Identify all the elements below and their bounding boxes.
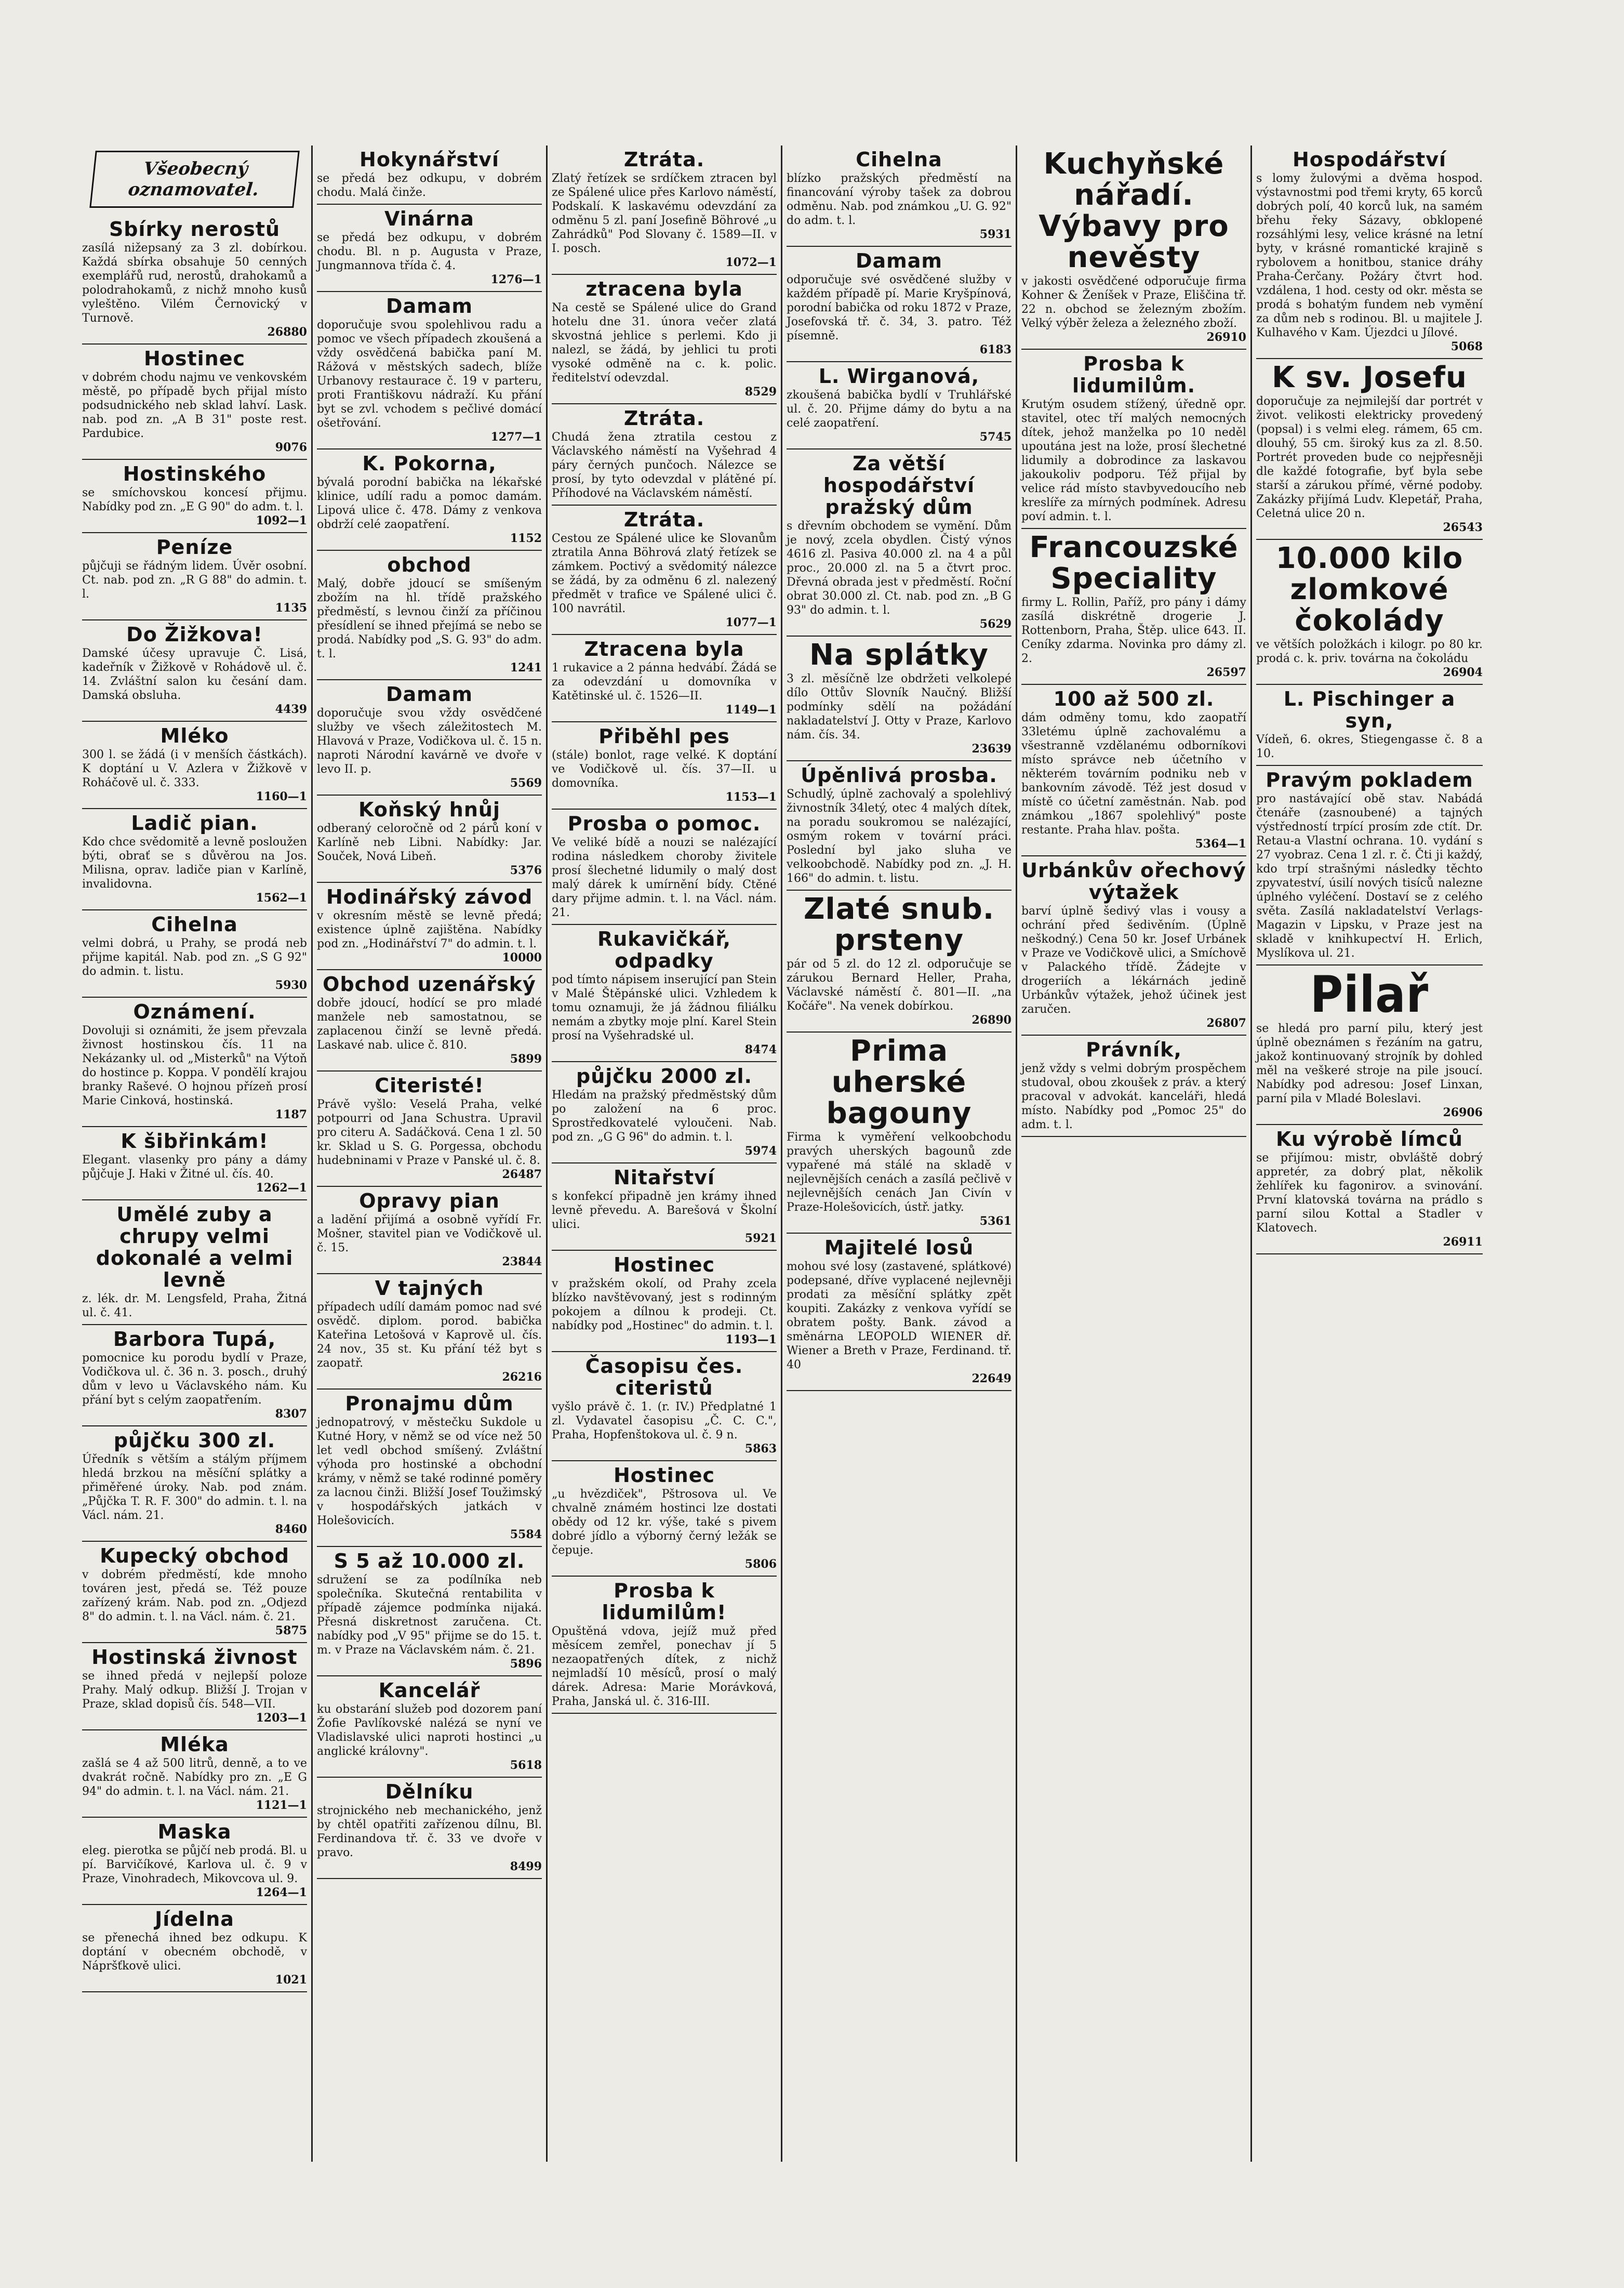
ad-title: Koňský hnůj: [358, 798, 500, 821]
ad-text: dám odměny tomu, kdo zaopatří 33letému úplně zachovalému a všestranně vzdělanému odborníkovi místo správce neb účetního v některém továrním podniku neb v bankovním závodě. Též jest dosud v místě co účetní zaměstnán. Nab. pod známkou „1867 spolehlivý" poste restante. Praha hlav. pošta.: [1021, 711, 1246, 837]
ad-text: se hledá pro parní pilu, který jest úplně obeznámen s řezáním na gatru, jakož kontinuovaný strojník by dohled měl na veškeré stroje na pile jsoucí. Nabídky pod adresou: Josef Linxan, parní pila v Mladé Boleslavi.: [1256, 1022, 1483, 1105]
ad-text: s konfekcí připadně jen krámy ihned levně převedu. A. Barešová v Školní ulici.: [552, 1190, 777, 1231]
ad-reference-number: 5376: [510, 864, 542, 877]
ad-title: obchod: [387, 553, 472, 576]
classified-ad: [317, 205, 542, 292]
classified-ad: [82, 215, 307, 345]
ad-title: Francouzské Speciality: [1029, 531, 1239, 596]
ad-reference-number: 5364—1: [1195, 837, 1246, 851]
ad-title: Do Žižkova!: [126, 623, 263, 646]
ad-title: Prosba o pomoc.: [567, 812, 761, 835]
classified-ad: [1021, 146, 1246, 350]
ad-text: v okresním městě se levně předá; existence úplně zajištěna. Nabídky pod zn. „Hodinářství 7" do admin. t. l.: [317, 909, 542, 950]
ad-reference-number: 1149—1: [725, 703, 777, 717]
ad-text: Krutým osudem stížený, úředně opr. stavitel, otec tří malých nemocných dítek, jehož manželka po 10 neděl upoutána jest na lože, prosí šlechetné lidumily a dobrodince za laskavou jakoukoliv podporu. Též přijal by velice rád místo stavbyvedoucího neb kreslíře za mírných podmínek. Adresu poví admin. t. l.: [1021, 398, 1246, 523]
ad-text: sdružení se za podílníka neb společníka. Skutečná rentabilita v případě zájemce podmínka nijaká. Přesná diskretnost zaručena. Ct. nabídky pod „V 95" přijme se do 15. t. m. v Praze na Václavském nám. č. 21.: [317, 1573, 542, 1657]
ad-text: se ihned předá v nejlepší poloze Prahy. Malý odkup. Bližší J. Trojan v Praze, sklad dopisů čís. 548—VII.: [82, 1670, 307, 1711]
ad-title: Za větší hospodářství pražský dům: [823, 452, 975, 519]
classified-ad: [317, 883, 542, 970]
ad-reference-number: 1152: [510, 532, 542, 545]
ad-text: Zlatý řetízek se srdíčkem ztracen byl ze Spálené ulice přes Karlovo náměstí, Podskalí. K laskavému odevzdání za odměnu 5 zl. paní Josefině Böhrové „u Zahrádků" Pod Slovany č. 1589—II. v I. posch.: [552, 172, 777, 255]
ad-text: strojnického neb mechanického, jenž by chtěl opatřiti zařízenou dílnu, Bl. Ferdinandova tř. č. 33 ve dvoře v pravo.: [317, 1804, 542, 1859]
classified-ad: [317, 146, 542, 205]
ad-title: Ku výrobě límců: [1276, 1128, 1463, 1150]
classified-ad: [1256, 685, 1483, 766]
ad-title: 10.000 kilo zlomkové čokolády: [1275, 541, 1463, 638]
ad-text: Dovoluji si oznámiti, že jsem převzala živnost hostinskou čís. 11 na Nekázanky ul. od „Misterků" na Výtoň do hostince p. Koppa. V pondělí krajou branky Raševé. O hojnou přízeň prosí Marie Cinková, hostinská.: [82, 1024, 307, 1107]
ad-text: jenž vždy s velmi dobrým prospěchem studoval, obou zkoušek z práv. a který pracoval v advokát. kanceláři, hledá místo. Nabídky pod „Pomoc 25" do adm. t. l.: [1021, 1062, 1246, 1131]
classified-ad: [317, 551, 542, 680]
ad-reference-number: 5629: [979, 617, 1011, 631]
classified-ad: [317, 680, 542, 796]
ad-reference-number: 1203—1: [256, 1711, 307, 1725]
classified-ad: [552, 635, 777, 722]
ad-title: Hostinská živnost: [91, 1646, 298, 1669]
classified-ad: [787, 1033, 1011, 1234]
classified-ad: [1256, 146, 1483, 359]
classified-ad: [82, 1818, 307, 1905]
ad-text: případech udílí damám pomoc nad své osvědč. diplom. porod. babička Kateřina Letošová v Kaprově ul. čís. 24 nov., 35 st. Ku přání též byt s zaopatř.: [317, 1301, 542, 1370]
ad-reference-number: 26880: [267, 325, 307, 339]
ad-reference-number: 26543: [1443, 521, 1483, 534]
ad-reference-number: 1160—1: [256, 790, 307, 803]
ad-title: Opravy pian: [359, 1189, 500, 1212]
classified-ad: [82, 620, 307, 722]
ad-reference-number: 5569: [510, 776, 542, 790]
classified-ad: [82, 809, 307, 910]
ad-text: a ladění přijímá a osobně vyřídí Fr. Mošner, stavitel pian ve Vodičkově ul. č. 15.: [317, 1213, 542, 1254]
ad-text: s dřevním obchodem se vymění. Dům je nový, zcela obydlen. Čistý výnos 4616 zl. Pasiva 40.000 zl. na 4 a půl proc., 20.000 zl. na 5 a čtvrt proc. Dřevná obrada jest v předměstí. Roční obrat 30.000 zl. Ct. nab. pod zn. „B G 93" do admin. t. l.: [787, 520, 1011, 617]
ad-text: jednopatrový, v městečku Sukdole u Kutné Hory, v němž se od více než 50 let vedl obchod smíšený. Zvláštní výhoda pro hostinské a obchodní krámy, v němž se také rodinné poměry za lacnou činži. Bližší Josef Toužimský v hospodářských jatkách v Holešovicích.: [317, 1416, 542, 1527]
ad-text: Schudlý, úplně zachovalý a spolehlivý živnostník 34letý, otec 4 malých dítek, na poradu soukromou se nalézající, osmým rokem v tovární práci. Poslední byl jako sluha ve velkoobchodě. Nabídky pod zn. „J. H. 166" do admin. t. listu.: [787, 788, 1011, 885]
ad-title: Damam: [385, 295, 473, 318]
ad-reference-number: 8499: [510, 1860, 542, 1873]
classified-ad: [82, 1905, 307, 1992]
ad-reference-number: 1121—1: [256, 1798, 307, 1812]
classified-ad: [552, 1352, 777, 1461]
ad-text: se předá bez odkupu, v dobrém chodu. Malá činže.: [317, 172, 542, 199]
ad-title: Ztráta.: [623, 407, 705, 430]
classified-ad: [82, 1200, 307, 1325]
ad-title: Hostinec: [613, 1253, 715, 1276]
ad-title: Citeristé!: [375, 1074, 484, 1097]
ad-title: Hospodářství: [1293, 148, 1446, 171]
ad-text: Cestou ze Spálené ulice ke Slovanům ztratila Anna Böhrová zlatý řetízek se zámkem. Poctivý a svědomitý nálezce se žádá, by za odměnu 6 zl. nalezený předmět v trafice ve Spálené ulici č. 100 navrátil.: [552, 532, 777, 615]
ad-text: v dobrém chodu najmu ve venkovském městě, po případě bych přijal místo podsudnického neb sklad lahví. Lask. nab. pod zn. „A B 31" poste rest. Pardubice.: [82, 371, 307, 440]
ad-title: 100 až 500 zl.: [1053, 687, 1215, 710]
ad-text: blízko pražských předměstí na financování výroby tašek za dobrou odměnu. Nab. pod známkou „U. G. 92" do adm. t. l.: [787, 172, 1011, 227]
ad-text: (stále) bonlot, rage velké. K doptání ve Vodičkově ul. čís. 37—II. u domovníka.: [552, 749, 777, 790]
ad-title: Peníze: [156, 536, 233, 559]
ad-text: barví úplně šedivý vlas i vousy a ochrání před šedivěním. (Úplně neškodný.) Cena 50 kr. Josef Urbánek v Praze ve Vodičkově ulici, a Smíchově v Palackého třídě. Žádejte v drogeriích a lékárnách jedině Urbánkův výtažek, jehož účinek jest zaručen.: [1021, 905, 1246, 1016]
classified-ad: [1256, 540, 1483, 685]
ad-title: Damam: [855, 249, 943, 272]
ad-title: Právník,: [1086, 1038, 1182, 1061]
ad-title: Ladič pian.: [131, 812, 258, 835]
ad-title: Hostinského: [123, 462, 267, 485]
ad-title: půjčku 2000 zl.: [576, 1065, 752, 1088]
ad-reference-number: 8307: [275, 1407, 307, 1421]
ad-title: L. Pischinger a syn,: [1283, 687, 1456, 732]
ad-title: Ztráta.: [623, 148, 705, 171]
classified-ad: [552, 1062, 777, 1163]
ad-title: Umělé zuby a chrupy velmi dokonalé a velmi levně: [96, 1203, 294, 1291]
ad-title: Úpěnlivá prosba.: [801, 764, 997, 787]
ad-reference-number: 5863: [744, 1442, 777, 1456]
ad-reference-number: 5806: [744, 1557, 777, 1571]
ad-title: Cihelna: [151, 913, 238, 936]
ad-text: Právě vyšlo: Veselá Praha, velké potpourri od Jana Schustra. Upravil pro citeru A. Sadáčková. Cena 1 zl. 50 kr. Sklad u S. G. Porgessa, obchodu hudebninami v Praze v Panské ul. č. 8.: [317, 1098, 542, 1167]
classified-ad: [82, 533, 307, 620]
ad-reference-number: 23844: [502, 1255, 542, 1268]
column-3: [548, 146, 782, 2162]
column-5: [1017, 146, 1252, 2162]
ad-text: ve větších položkách i kilogr. po 80 kr. prodá c. k. priv. továrna na čokoládu: [1256, 638, 1483, 665]
ad-text: z. lék. dr. M. Lengsfeld, Praha, Žitná ul. č. 41.: [82, 1292, 307, 1319]
ad-text: pomocnice ku porodu bydlí v Praze, Vodičkova ul. č. 36 n. 3. posch., druhý dům v levo u Václavského nám. Ku přání byt s celým zaopatřením.: [82, 1352, 307, 1407]
ad-reference-number: 4439: [275, 703, 307, 716]
ad-title: Pronajmu dům: [345, 1392, 514, 1415]
column-6: [1252, 146, 1487, 2162]
ad-text: zkoušená babička bydlí v Truhlářské ul. č. 20. Přijme dámy do bytu a na celé zaopatření.: [787, 389, 1011, 430]
ad-text: se smíchovskou koncesí přijmu. Nabídky pod zn. „E G 90" do adm. t. l.: [82, 486, 307, 513]
classified-ad: [552, 1461, 777, 1577]
classified-ad: [317, 449, 542, 551]
classified-ad: [82, 345, 307, 460]
classified-ad: [787, 1234, 1011, 1391]
ad-text: doporučuje za nejmilejší dar portrét v život. velikosti elektricky provedený (popsal) i s velmi eleg. rámem, 65 cm. dlouhý, 55 cm. široký kus za zl. 8.50. Portrét proveden bude co nejpřesněji dle každé fotografie, byť byla sebe starší a zárukou přímé, věrné podoby. Zakázky přijímá Ludv. Klepetář, Praha, Celetná ulice 20 n.: [1256, 395, 1483, 520]
ad-text: 3 zl. měsíčně lze obdržeti velkolepé dílo Ottův Slovník Naučný. Bližší podmínky sdělí na požádání nakladatelství J. Otty v Praze, Karlovo nám. čís. 34.: [787, 672, 1011, 742]
ad-title: Barbora Tupá,: [113, 1328, 276, 1351]
ad-reference-number: 26906: [1443, 1106, 1483, 1119]
ad-title: Vinárna: [384, 207, 474, 230]
ad-text: v jakosti osvědčené odporučuje firma Kohner & Ženíšek v Praze, Eliščina tř. 22 n. obchod se železným zbožím. Velký výběr železa a železného zboží.: [1021, 275, 1246, 330]
ad-title: Jídelna: [155, 1908, 234, 1930]
classified-ad: [317, 1390, 542, 1547]
ad-text: doporučuje svou spolehlivou radu a pomoc ve všech případech zkoušená a vždy osvědčená babička paní M. Rážová v městských sadech, blíže Urbanovy restaurace č. 19 v parteru, proti Františkovu nádraží. Ku přání byt se zvl. vchodem s pečlivé domácí ošetřování.: [317, 319, 542, 430]
ad-reference-number: 1135: [275, 601, 307, 615]
ad-reference-number: 1077—1: [725, 616, 777, 629]
ad-reference-number: 5899: [510, 1052, 542, 1066]
ad-title: Urbánkův ořechový výtažek: [1021, 859, 1246, 904]
ad-text: Malý, dobře jdoucí se smíšeným zbožím na hl. třídě pražského předměstí, s levnou činží za příčinou přesídlení se ihned přejímá se nebo se prodá. Nabídky pod „S. G. 93" do adm. t. l.: [317, 577, 542, 660]
ad-reference-number: 1277—1: [490, 430, 542, 444]
column-1: [78, 146, 313, 2162]
ad-title: ztracena byla: [585, 277, 743, 300]
ad-title: Kupecký obchod: [100, 1544, 289, 1567]
classified-ad: [1021, 1036, 1246, 1137]
ad-title: Ztracena byla: [584, 638, 744, 660]
ad-reference-number: 5618: [510, 1758, 542, 1772]
ad-title: Hokynářství: [360, 148, 499, 171]
ad-title: Obchod uzenářský: [323, 973, 536, 996]
classified-ad: [1256, 966, 1483, 1125]
ad-reference-number: 6183: [979, 343, 1011, 356]
classified-ad: [317, 796, 542, 883]
classified-ad: [82, 1643, 307, 1730]
ad-reference-number: 1187: [275, 1108, 307, 1121]
ad-title: Mléka: [160, 1733, 229, 1756]
classified-ad: [552, 810, 777, 925]
ad-text: Firma k vyměření velkoobchodu pravých uherských bagounů zde vypařené má stálé na skladě v nejlevnějších cenách a zasílá pečlivě v nejlevnějších cenách Jan Civín v Praze-Holešovicích, ústř. jatky.: [787, 1131, 1011, 1214]
classified-ad: [787, 362, 1011, 449]
classified-ad: [552, 275, 777, 404]
ad-reference-number: 5931: [979, 228, 1011, 241]
ad-reference-number: 1262—1: [256, 1181, 307, 1195]
ad-title: Přiběhl pes: [598, 725, 730, 748]
classified-ad: [787, 891, 1011, 1033]
ad-reference-number: 8460: [275, 1523, 307, 1536]
ad-reference-number: 5930: [275, 978, 307, 992]
ad-title: Sbírky nerostů: [109, 218, 281, 241]
ad-reference-number: 1562—1: [256, 891, 307, 905]
ad-reference-number: 26216: [502, 1370, 542, 1384]
ad-reference-number: 5361: [979, 1214, 1011, 1228]
ad-text: Na cestě se Spálené ulice do Grand hotelu dne 31. února večer zlatá skvostná jehlice s perlemi. Kdo ji nalezl, se žádá, by jehlici tu proti vysoké odměně na c. k. polic. ředitelství odevzdal.: [552, 301, 777, 385]
classified-ad: [787, 146, 1011, 247]
ad-text: 1 rukavice a 2 pánna hedvábí. Žádá se za odevzdání u domovníka v Katětinské ul. č. 1526—II.: [552, 662, 777, 703]
ad-reference-number: 1276—1: [490, 273, 542, 286]
ad-title: L. Wirganová,: [818, 365, 980, 388]
classified-ad: [82, 460, 307, 533]
ad-title: Maska: [157, 1820, 232, 1843]
ad-reference-number: 5921: [744, 1232, 777, 1245]
ad-text: se předá bez odkupu, v dobrém chodu. Bl. n p. Augusta v Praze, Jungmannova třída č. 4.: [317, 231, 542, 272]
classified-ad: [787, 761, 1011, 891]
ad-text: ku obstarání služeb pod dozorem paní Žofie Pavlíkovské nalézá se nyní ve Vladislavské ulici naproti hostinci „u anglické královny".: [317, 1703, 542, 1758]
ad-reference-number: 26807: [1206, 1016, 1246, 1030]
ad-title: Hostinec: [613, 1464, 715, 1487]
classified-ad: [1256, 766, 1483, 966]
ad-title: K šibřinkám!: [121, 1130, 269, 1153]
ad-text: vyšlo právě č. 1. (r. IV.) Předplatné 1 zl. Vydavatel časopisu „Č. C. C.", Praha, Hopfenštokova ul. č. 9 n.: [552, 1400, 777, 1441]
classified-ad: [82, 910, 307, 998]
classified-ad: [82, 1426, 307, 1542]
classified-ad: [317, 292, 542, 449]
classified-ad: [552, 1251, 777, 1352]
ad-reference-number: 10000: [502, 951, 542, 964]
ad-text: pod tímto nápisem inserující pan Stein v Malé Štěpánské ulici. Vzhledem k tomu oznamuji, že já žádnou filiálku nemám a zbytky moje plní. Karel Stein prosí na Vyšehradské ul.: [552, 973, 777, 1042]
ad-reference-number: 1092—1: [256, 514, 307, 527]
classified-ad: [317, 1072, 542, 1187]
classified-ad: [317, 1547, 542, 1676]
ad-title: Kancelář: [378, 1679, 481, 1702]
ad-reference-number: 5896: [510, 1657, 542, 1671]
newspaper-page: [78, 146, 1491, 2162]
ad-title: Cihelna: [856, 148, 942, 171]
classified-ad: [82, 1542, 307, 1643]
ad-title: Pilař: [1310, 966, 1429, 1024]
classified-ad: [82, 1730, 307, 1818]
ad-reference-number: 1153—1: [725, 790, 777, 804]
ad-reference-number: 26910: [1206, 330, 1246, 344]
ad-reference-number: 8529: [744, 385, 777, 399]
classified-ad: [552, 925, 777, 1062]
classified-ad: [82, 722, 307, 809]
ad-title: V tajných: [375, 1277, 484, 1300]
classified-ad: [1256, 1125, 1483, 1254]
ad-text: Elegant. vlasenky pro pány a dámy půjčuje J. Haki v Žitné ul. čís. 40.: [82, 1154, 307, 1181]
ad-title: Nitařství: [614, 1166, 715, 1189]
ad-text: odporučuje své osvědčené služby v každém případě pí. Marie Kryšpínová, porodní babička od roku 1872 v Praze, Josefovská tř. č. 34, 3. patro. Též písemně.: [787, 273, 1011, 342]
ad-reference-number: 9076: [275, 441, 307, 454]
ad-text: velmi dobrá, u Prahy, se prodá neb přijme kapitál. Nab. pod zn. „S G 92" do admin. t. listu.: [82, 937, 307, 978]
ad-reference-number: 1193—1: [725, 1333, 777, 1346]
ad-reference-number: 26904: [1443, 666, 1483, 679]
ad-title: K. Pokorna,: [362, 452, 497, 475]
ad-text: odberaný celoročně od 2 párů koní v Karlíně neb Libni. Nabídky: Jar. Souček, Nová Libeň.: [317, 822, 542, 863]
ad-text: zašlá se 4 až 500 litrů, denně, a to ve dvakrát ročně. Nabídky pro zn. „E G 94" do admin. t. l. na Václ. nám. 21.: [82, 1757, 307, 1798]
classified-ad: [82, 1325, 307, 1426]
classified-ad: [317, 1676, 542, 1778]
ad-title: Kuchyňské nářadí. Výbavy pro nevěsty: [1039, 147, 1229, 274]
ad-reference-number: 23639: [971, 742, 1011, 756]
ad-title: Časopisu čes. citeristů: [585, 1355, 743, 1399]
ad-reference-number: 26597: [1206, 666, 1246, 679]
ad-reference-number: 22649: [971, 1372, 1011, 1385]
classified-ad: [787, 449, 1011, 637]
ad-reference-number: 5745: [979, 430, 1011, 444]
ad-text: „u hvězdiček", Pštrosova ul. Ve chvalně známém hostinci lze dostati obědy od 12 kr. výše, také s pivem dobré jídlo a výborný černý ležák se čepuje.: [552, 1488, 777, 1557]
ad-title: Hostinec: [143, 347, 246, 370]
ad-title: Mléko: [160, 724, 229, 747]
ad-reference-number: 5584: [510, 1528, 542, 1541]
ad-title: Zlaté snub. prsteny: [803, 892, 995, 957]
classified-ad: [552, 1577, 777, 1714]
ad-reference-number: 26890: [971, 1013, 1011, 1027]
classified-ad: [1256, 359, 1483, 540]
ad-text: dobře jdoucí, hodící se pro mladé manžele neb samostatnou, se zaplacenou činží se levně předá. Laskavé nab. ulice č. 810.: [317, 997, 542, 1052]
classified-ad: [317, 1778, 542, 1879]
classified-ad: [787, 247, 1011, 362]
ad-text: pár od 5 zl. do 12 zl. odporučuje se zárukou Bernard Heller, Praha, Václavské náměstí č. 801—II. „na Kočáře". Na venek dobírkou.: [787, 958, 1011, 1013]
ad-title: Damam: [385, 683, 473, 706]
ad-reference-number: 1021: [275, 1973, 307, 1987]
classified-ad: [82, 998, 307, 1127]
ad-text: Hledám na pražský předměstský dům po založení na 6 proc. Sprostředkovatelé vyloučeni. Nab. pod zn. „G G 96" do admin. t. l.: [552, 1089, 777, 1144]
column-2: [313, 146, 548, 2162]
ad-text: s lomy žulovými a dvěma hospod. výstavnostmi pod třemi kryty, 65 korců dobrých polí, 40 korců luk, na samém břehu řeky Sázavy, obklopené rozsáhlými lesy, velice krásné na letní byty, v krásné romantické krajině s rybolovem a honitbou, stanice dráhy Praha-Čerčany. Požáry čtvrt hod. vzdálena, 1 hod. cesty od okr. města se prodá s bohatým fundem neb vymění za dům neb s rodinou. Bl. u majitele J. Kulhavého v Kam. Újezdci u Jílové.: [1256, 172, 1483, 339]
classified-ad: [552, 506, 777, 635]
ad-reference-number: 5068: [1450, 340, 1483, 353]
ad-title: Rukavičkář, odpadky: [597, 928, 731, 972]
ad-text: Chudá žena ztratila cestou z Václavského náměstí na Vyšehrad 4 páry černých punčoch. Nálezce se prosí, by tyto odevzdal v plátěné pí. Příhodové na Václavském náměstí.: [552, 431, 777, 500]
ad-reference-number: 26487: [502, 1168, 542, 1181]
ad-text: se přijímou: mistr, obvláště dobrý appretér, za dobrý plat, několik žehlířek ku fagonirov. a svinování. První klatovská továrna na prádlo s parní silou Kottal a Stadler v Klatovech.: [1256, 1152, 1483, 1235]
classified-ad: [317, 1187, 542, 1274]
ad-title: Hodinářský závod: [326, 885, 533, 908]
ad-text: bývalá porodní babička na lékařské klinice, udílí radu a pomoc damám. Lipová ulice č. 478. Dámy z venkova obdrží celé zaopatření.: [317, 476, 542, 531]
ad-text: Opuštěná vdova, jejíž muž před měsícem zemřel, ponechav jí 5 nezaopatřených dítek, z nichž nejmladší 10 měsíců, prosí o malý dárek. Adresa: Marie Morávková, Praha, Janská ul. č. 316-III.: [552, 1625, 777, 1708]
ad-title: K sv. Josefu: [1272, 361, 1467, 394]
ad-reference-number: 5875: [275, 1624, 307, 1637]
ad-text: Vídeň, 6. okres, Stiegengasse č. 8 a 10.: [1256, 733, 1483, 760]
ad-text: Ve veliké bídě a nouzi se nalézající rodina následkem choroby živitele prosí šlechetné lidumily o malý dost malý dárek k umírnění bídy. Ctěné dary přijme admin. t. l. na Václ. nám. 21.: [552, 836, 777, 919]
ad-text: 300 l. se žádá (i v menších částkách). K doptání u V. Azlera v Žižkově v Roháčově ul. č. 333.: [82, 748, 307, 789]
ad-title: Oznámení.: [133, 1000, 256, 1023]
classified-ad: [552, 404, 777, 506]
ad-title: Prima uherské bagouny: [826, 1034, 972, 1130]
ad-text: pro nastávající obě stav. Nabádá čtenáře (zasnoubené) a tajných výstředností trpící prosím zde ctít. Dr. Retau-a Vlastní ochrana. 10. vydání s 27 vyobraz. Cena 1 zl. r. č. Čti ji každý, kdo trpí strašnými následky těchto zpyvateství, úsilí nových tisíců nalezne úplného vyléčení. Dostaví se z celého světa. Zasílá nakladatelství Verlags-Magazin v Lipsku, v Praze jest na skladě v knihkupectví H. Erlich, Myslíkova ul. 21.: [1256, 792, 1483, 960]
section-banner: Všeobecný oznamovatel.: [89, 151, 300, 208]
classified-ad: [1021, 856, 1246, 1036]
ad-title: Ztráta.: [623, 508, 705, 531]
ad-text: Damské účesy upravuje Č. Lisá, kadeřník v Žižkově v Rohádově ul. č. 14. Zvláštní salon ku česání dam. Damská obsluha.: [82, 647, 307, 702]
classified-ad: [787, 637, 1011, 761]
ad-title: S 5 až 10.000 zl.: [334, 1550, 525, 1572]
ad-title: Pravým pokladem: [1266, 769, 1473, 791]
classified-ad: [1021, 350, 1246, 529]
ad-reference-number: 1072—1: [725, 256, 777, 269]
ad-text: se přenechá ihned bez odkupu. K doptání v obecném obchodě, v Nápršťkově ulici.: [82, 1932, 307, 1973]
ad-text: doporučuje svou vždy osvědčené služby ve všech záležitostech M. Hlavová v Praze, Vodičkova ul. č. 15 n. naproti Národní kavárně ve dvoře v levo II. p.: [317, 707, 542, 776]
ad-reference-number: 1264—1: [256, 1886, 307, 1899]
classified-ad: [317, 1274, 542, 1390]
column-4: [782, 146, 1017, 2162]
ad-text: Úředník s větším a stálým příjmem hledá brzkou na měsíční splátky a přiměřené úroky. Nab. pod znám. „Půjčka T. R. F. 300" do admin. t. l. na Václ. nám. 21.: [82, 1453, 307, 1522]
classified-ad: [82, 1127, 307, 1200]
classified-ad: [317, 970, 542, 1072]
classified-ad: [1021, 685, 1246, 856]
ad-text: v dobrém předměstí, kde mnoho továren jest, předá se. Též pouze zařízený krám. Nab. pod zn. „Odjezd 8" do admin. t. l. na Václ. nám. č. 21.: [82, 1568, 307, 1623]
classified-ad: [552, 1163, 777, 1251]
ad-text: v pražském okolí, od Prahy zcela blízko navštěvovaný, jest s rodinným pokojem a dílnou k prodeji. Ct. nabídky pod „Hostinec" do admin. t. l.: [552, 1277, 777, 1332]
ad-text: Kdo chce svědomitě a levně posloužen býti, obrať se s důvěrou na Jos. Milisna, oprav. ladiče pian v Karlíně, invalidovna.: [82, 836, 307, 891]
ad-title: Majitelé losů: [824, 1236, 974, 1259]
ad-reference-number: 5974: [744, 1144, 777, 1158]
ad-text: zasílá nižepsaný za 3 zl. dobírkou. Každá sbírka obsahuje 50 cenných exemplářů rud, nerostů, drahokamů a polodrahokamů, z nichž mnoho kusů vyleštěno. Vilém Černovický v Turnově.: [82, 242, 307, 325]
ad-title: půjčku 300 zl.: [113, 1429, 276, 1452]
classified-ad: [552, 146, 777, 275]
ad-title: Prosba k lidumilům!: [602, 1579, 727, 1624]
ad-reference-number: 1241: [510, 661, 542, 675]
ad-title: Prosba k lidumilům.: [1072, 352, 1196, 397]
ad-text: mohou své losy (zastavené, splátkové) podepsané, dříve vyplacené nejlevněji prodati za měsíční splátky zpět koupiti. Zakázky z venkova vyřídí se obratem pošty. Bank. závod a směnárna LEOPOLD WIENER dř. Wiener a Breth v Praze, Ferdinand. tř. 40: [787, 1260, 1011, 1371]
classified-ad: [1021, 529, 1246, 685]
ad-text: eleg. pierotka se půjčí neb prodá. Bl. u pí. Barvičíkové, Karlova ul. č. 9 v Praze, Vinohradech, Mikovcova ul. 9.: [82, 1844, 307, 1885]
ad-reference-number: 8474: [744, 1043, 777, 1056]
ad-title: Na splátky: [809, 638, 989, 672]
ad-text: firmy L. Rollin, Paříž, pro pány i dámy zasílá diskrétně drogerie J. Rottenborn, Praha, Štěp. ulice 643. II. Ceníky zdarma. Novinka pro dámy zl. 2.: [1021, 596, 1246, 665]
ad-text: půjčuji se řádným lidem. Úvěr osobní. Ct. nab. pod zn. „R G 88" do admin. t. l.: [82, 560, 307, 601]
ad-reference-number: 26911: [1443, 1235, 1483, 1249]
ad-title: Dělníku: [385, 1780, 474, 1803]
classified-ad: [552, 722, 777, 810]
